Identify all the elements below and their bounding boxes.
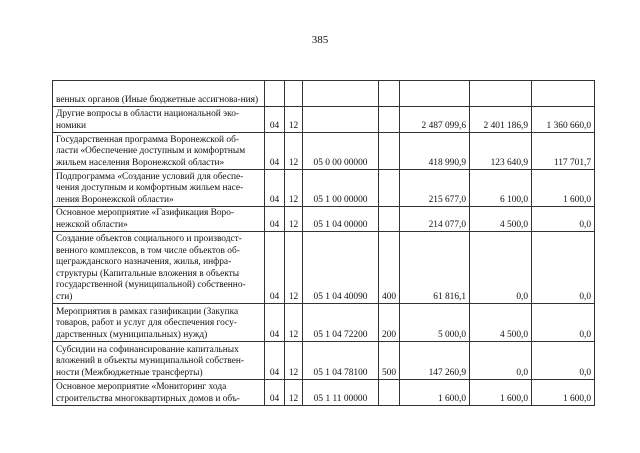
row-sum-2: 2 401 186,9 <box>470 107 532 133</box>
row-subsection: 12 <box>285 342 303 380</box>
row-section: 04 <box>265 342 285 380</box>
row-section: 04 <box>265 304 285 342</box>
row-section: 04 <box>265 133 285 170</box>
row-expense-type: 500 <box>379 342 400 380</box>
row-target-article: 05 1 04 00000 <box>303 207 379 232</box>
budget-table <box>52 80 595 406</box>
row-sum-3: 1 600,0 <box>532 170 595 207</box>
row-subsection: 12 <box>285 232 303 304</box>
row-expense-type <box>379 170 400 207</box>
row-sum-2: 1 600,0 <box>470 380 532 406</box>
row-expense-type: 400 <box>379 232 400 304</box>
row-sum-2: 0,0 <box>470 232 532 304</box>
row-name: Основное мероприятие «Газификация Воро-нежской области» <box>53 207 265 232</box>
row-target-article: 05 1 04 72200 <box>303 304 379 342</box>
row-subsection: 12 <box>285 107 303 133</box>
table-row <box>53 107 595 133</box>
row-sum-1: 2 487 099,6 <box>400 107 470 133</box>
row-expense-type <box>379 81 400 107</box>
row-subsection: 12 <box>285 133 303 170</box>
row-sum-2: 4 500,0 <box>470 304 532 342</box>
row-sum-1 <box>400 81 470 107</box>
row-name: Мероприятия в рамках газификации (Закупка товаров, работ и услуг для обеспечения госу-дарственных (муниципальных) нужд) <box>53 304 265 342</box>
row-name: Создание объектов социального и производст-венного комплексов, в том числе объектов об-щегражданского назначения, жилья, инфра-структуры (Капитальные вложения в объекты государственной (муниципальной) собственно-сти) <box>53 232 265 304</box>
row-sum-3: 117 701,7 <box>532 133 595 170</box>
row-target-article: 05 1 04 78100 <box>303 342 379 380</box>
row-expense-type <box>379 133 400 170</box>
row-subsection: 12 <box>285 304 303 342</box>
row-target-article <box>303 81 379 107</box>
row-sum-1: 214 077,0 <box>400 207 470 232</box>
row-subsection: 12 <box>285 170 303 207</box>
row-sum-2: 123 640,9 <box>470 133 532 170</box>
row-target-article: 05 0 00 00000 <box>303 133 379 170</box>
row-section: 04 <box>265 207 285 232</box>
table-row <box>53 232 595 304</box>
row-sum-2 <box>470 81 532 107</box>
row-subsection: 12 <box>285 380 303 406</box>
row-sum-1: 147 260,9 <box>400 342 470 380</box>
row-sum-3: 0,0 <box>532 207 595 232</box>
row-sum-3 <box>532 81 595 107</box>
row-sum-3: 1 600,0 <box>532 380 595 406</box>
row-section: 04 <box>265 380 285 406</box>
row-name: Другие вопросы в области национальной эко-номики <box>53 107 265 133</box>
row-section: 04 <box>265 170 285 207</box>
row-sum-2: 4 500,0 <box>470 207 532 232</box>
row-expense-type <box>379 107 400 133</box>
row-name: Подпрограмма «Создание условий для обеспе-чения доступным и комфортным жильем насе-ления Воронежской области» <box>53 170 265 207</box>
table-row <box>53 170 595 207</box>
row-name: Основное мероприятие «Мониторинг хода строительства многоквартирных домов и объ- <box>53 380 265 406</box>
row-section: 04 <box>265 232 285 304</box>
row-subsection: 12 <box>285 207 303 232</box>
row-sum-1: 1 600,0 <box>400 380 470 406</box>
row-sum-3: 1 360 660,0 <box>532 107 595 133</box>
row-sum-1: 5 000,0 <box>400 304 470 342</box>
row-sum-1: 61 816,1 <box>400 232 470 304</box>
row-target-article <box>303 107 379 133</box>
table-row <box>53 207 595 232</box>
table-row <box>53 81 595 107</box>
table-row <box>53 304 595 342</box>
row-sum-3: 0,0 <box>532 232 595 304</box>
row-section: 04 <box>265 107 285 133</box>
row-sum-2: 6 100,0 <box>470 170 532 207</box>
row-expense-type <box>379 380 400 406</box>
row-target-article: 05 1 00 00000 <box>303 170 379 207</box>
row-sum-1: 215 677,0 <box>400 170 470 207</box>
row-sum-2: 0,0 <box>470 342 532 380</box>
row-section <box>265 81 285 107</box>
row-expense-type <box>379 207 400 232</box>
row-expense-type: 200 <box>379 304 400 342</box>
row-name: венных органов (Иные бюджетные ассигнова-ния) <box>53 81 265 107</box>
row-sum-1: 418 990,9 <box>400 133 470 170</box>
row-name: Государственная программа Воронежской об-ласти «Обеспечение доступным и комфортным жильем населения Воронежской области» <box>53 133 265 170</box>
table-row <box>53 133 595 170</box>
row-target-article: 05 1 11 00000 <box>303 380 379 406</box>
row-sum-3: 0,0 <box>532 342 595 380</box>
table-row <box>53 380 595 406</box>
row-sum-3: 0,0 <box>532 304 595 342</box>
table-row <box>53 342 595 380</box>
row-name: Субсидии на софинансирование капитальных вложений в объекты муниципальной собствен-ности (Межбюджетные трансферты) <box>53 342 265 380</box>
row-subsection <box>285 81 303 107</box>
row-target-article: 05 1 04 40090 <box>303 232 379 304</box>
page-number: 385 <box>311 34 329 46</box>
